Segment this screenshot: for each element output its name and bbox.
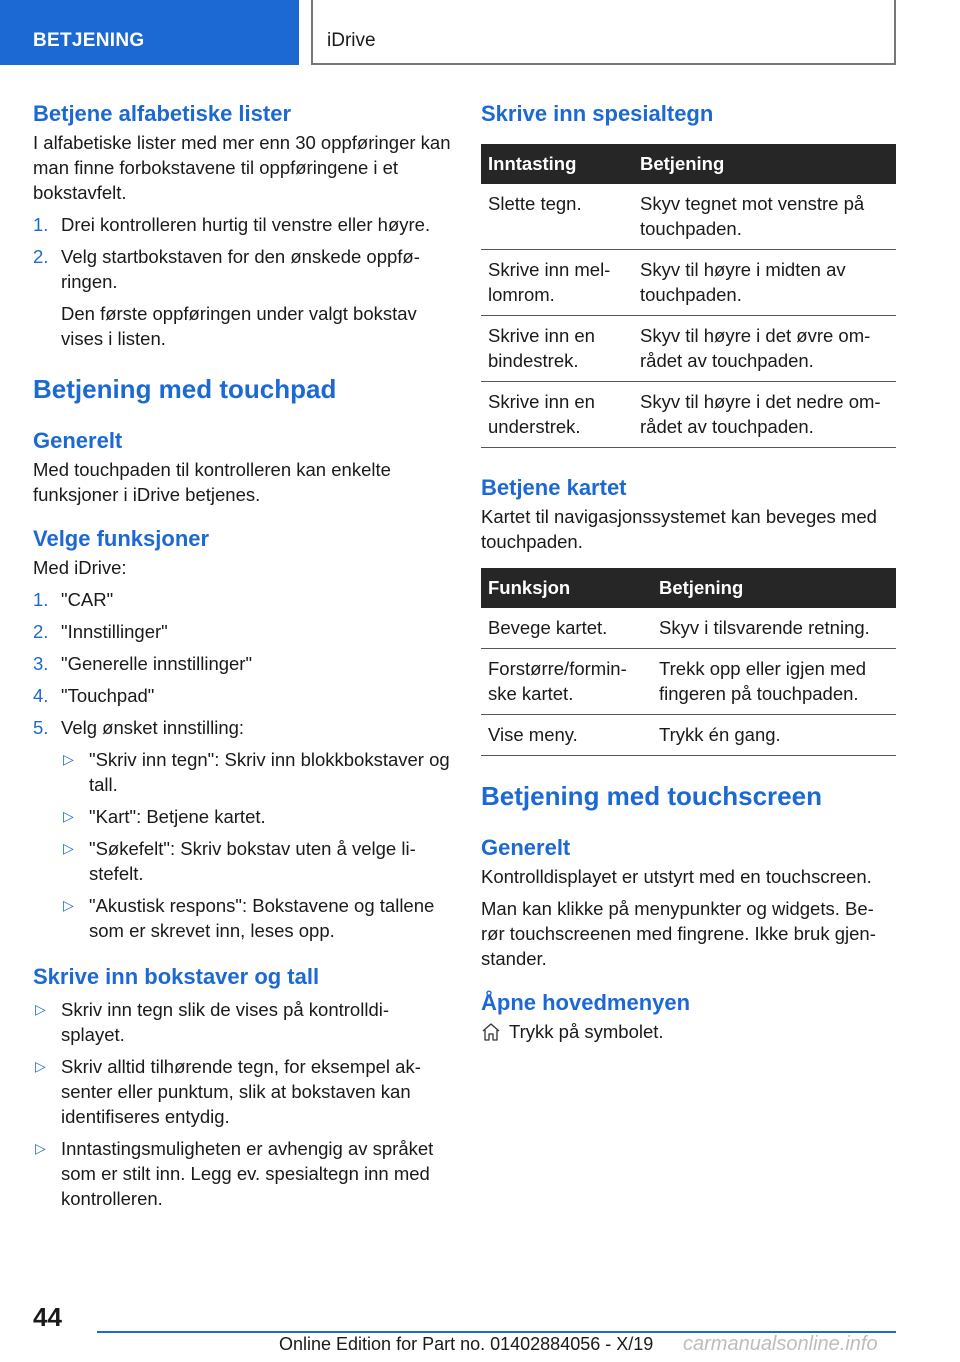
bullet-text: Inntastingsmuligheten er avhengig av språket som er stilt inn. Legg ev. spesialtegn inn med kontrolleren. — [61, 1138, 434, 1209]
heading-general: Generelt — [481, 835, 571, 860]
step-number: 2. — [33, 246, 49, 267]
home-instruction — [481, 1019, 896, 1044]
special-chars-table — [481, 144, 896, 448]
step-item — [33, 244, 451, 351]
table-row — [481, 649, 896, 715]
section-tab — [0, 0, 299, 65]
step-text: Velg startbokstaven for den ønskede oppfø-ringen. — [61, 246, 420, 292]
step-item — [33, 587, 451, 612]
footer-edition: Online Edition for Part no. 01402884056 - X/19 — [279, 1334, 654, 1354]
table-row — [481, 316, 896, 382]
bullet-text: Skriv alltid tilhørende tegn, for eksempel ak-senter eller punktum, slik at bokstaven kan identifiseres entydig. — [61, 1056, 421, 1127]
table-cell: Slette tegn. — [481, 184, 633, 250]
bullet-triangle-icon: ▷ — [63, 808, 74, 824]
heading-letters-numbers: Skrive inn bokstaver og tall — [33, 964, 320, 989]
table-row — [481, 184, 896, 250]
option-list — [61, 747, 451, 943]
table-cell: Skyv til høyre i midten av touchpaden. — [633, 250, 896, 316]
step-item — [33, 619, 451, 644]
table-cell: Skyv i tilsvarende retning. — [652, 608, 896, 649]
heading-map: Betjene kartet — [481, 475, 627, 500]
option-item — [61, 893, 451, 943]
bullet-item — [33, 997, 451, 1047]
option-item — [61, 836, 451, 886]
left-column — [33, 100, 451, 1218]
map-table — [481, 568, 896, 756]
table-row — [481, 715, 896, 756]
step-item — [33, 715, 451, 943]
table-cell: Skrive inn en understrek. — [481, 382, 633, 448]
paragraph: Med iDrive: — [33, 557, 127, 578]
step-item — [33, 651, 451, 676]
paragraph: Med touchpaden til kontrolleren kan enkelte funksjoner i iDrive betjenes. — [33, 459, 391, 505]
option-text: "Skriv inn tegn": Skriv inn blokkbokstaver og tall. — [89, 749, 450, 795]
paragraph: I alfabetiske lister med mer enn 30 oppføringer kan man finne forbokstavene til oppføringene i et bokstavfelt. — [33, 132, 451, 203]
chapter-tab — [311, 0, 896, 65]
paragraph: Kontrolldisplayet er utstyrt med en touchscreen. — [481, 866, 872, 887]
home-icon — [481, 1022, 501, 1042]
step-list — [33, 212, 451, 351]
table-cell: Skyv tegnet mot venstre på touchpaden. — [633, 184, 896, 250]
option-item — [61, 747, 451, 797]
bullet-text: Skriv inn tegn slik de vises på kontrolldi-splayet. — [61, 999, 390, 1045]
step-note: Den første oppføringen under valgt bokstav vises i listen. — [61, 303, 417, 349]
step-text: Velg ønsket innstilling: — [61, 717, 245, 738]
step-text: "Touchpad" — [61, 685, 155, 706]
table-cell: Skrive inn en bindestrek. — [481, 316, 633, 382]
step-number: 2. — [33, 621, 49, 642]
section-title: BETJENING — [33, 30, 145, 51]
page-number: 44 — [33, 1302, 62, 1332]
step-number: 4. — [33, 685, 49, 706]
table-header: Funksjon — [481, 568, 652, 608]
table-cell: Trekk opp eller igjen med fingeren på touchpaden. — [652, 649, 896, 715]
table-cell: Forstørre/formin-ske kartet. — [481, 649, 652, 715]
step-item — [33, 212, 451, 237]
option-item — [61, 804, 451, 829]
table-header: Betjening — [633, 144, 896, 184]
chapter-title: iDrive — [327, 30, 376, 51]
step-text: Drei kontrolleren hurtig til venstre eller høyre. — [61, 214, 431, 235]
bullet-triangle-icon: ▷ — [35, 1140, 46, 1156]
step-text: "Innstillinger" — [61, 621, 168, 642]
table-row — [481, 382, 896, 448]
heading-touchpad: Betjening med touchpad — [33, 374, 337, 404]
menu-path-list — [33, 587, 451, 943]
bullet-triangle-icon: ▷ — [35, 1001, 46, 1017]
step-text: "Generelle innstillinger" — [61, 653, 253, 674]
table-row — [481, 250, 896, 316]
table-row — [481, 608, 896, 649]
table-cell: Skyv til høyre i det øvre om-rådet av touchpaden. — [633, 316, 896, 382]
step-text: "CAR" — [61, 589, 114, 610]
bullet-list — [33, 997, 451, 1211]
step-number: 1. — [33, 589, 49, 610]
step-item — [33, 683, 451, 708]
home-instruction-text: Trykk på symbolet. — [509, 1021, 664, 1042]
table-header: Inntasting — [481, 144, 633, 184]
watermark: carmanualsonline.info — [683, 1333, 878, 1355]
bullet-triangle-icon: ▷ — [63, 897, 74, 913]
bullet-item — [33, 1136, 451, 1211]
step-number: 3. — [33, 653, 49, 674]
option-text: "Kart": Betjene kartet. — [89, 806, 266, 827]
table-cell: Vise meny. — [481, 715, 652, 756]
step-number: 1. — [33, 214, 49, 235]
table-cell: Trykk én gang. — [652, 715, 896, 756]
bullet-item — [33, 1054, 451, 1129]
step-number: 5. — [33, 717, 49, 738]
bullet-triangle-icon: ▷ — [63, 751, 74, 767]
bullet-triangle-icon: ▷ — [63, 840, 74, 856]
heading-select-functions: Velge funksjoner — [33, 526, 210, 551]
option-text: "Akustisk respons": Bokstavene og tallene som er skrevet inn, leses opp. — [89, 895, 435, 941]
heading-touchscreen: Betjening med touchscreen — [481, 781, 822, 811]
heading-alphabetic-lists: Betjene alfabetiske lister — [33, 101, 292, 126]
table-header: Betjening — [652, 568, 896, 608]
paragraph: Man kan klikke på menypunkter og widgets. Be-rør touchscreenen med fingrene. Ikke bruk gjen-stander. — [481, 898, 876, 969]
bullet-triangle-icon: ▷ — [35, 1058, 46, 1074]
table-cell: Skrive inn mel-lomrom. — [481, 250, 633, 316]
option-text: "Søkefelt": Skriv bokstav uten å velge li-stefelt. — [89, 838, 416, 884]
table-header-row — [481, 144, 896, 184]
table-cell: Skyv til høyre i det nedre om-rådet av touchpaden. — [633, 382, 896, 448]
table-header-row — [481, 568, 896, 608]
heading-general: Generelt — [33, 428, 123, 453]
heading-main-menu: Åpne hovedmenyen — [481, 990, 691, 1015]
heading-special-chars: Skrive inn spesialtegn — [481, 101, 714, 126]
paragraph: Kartet til navigasjonssystemet kan beveges med touchpaden. — [481, 506, 877, 552]
table-cell: Bevege kartet. — [481, 608, 652, 649]
right-column — [481, 100, 896, 1044]
